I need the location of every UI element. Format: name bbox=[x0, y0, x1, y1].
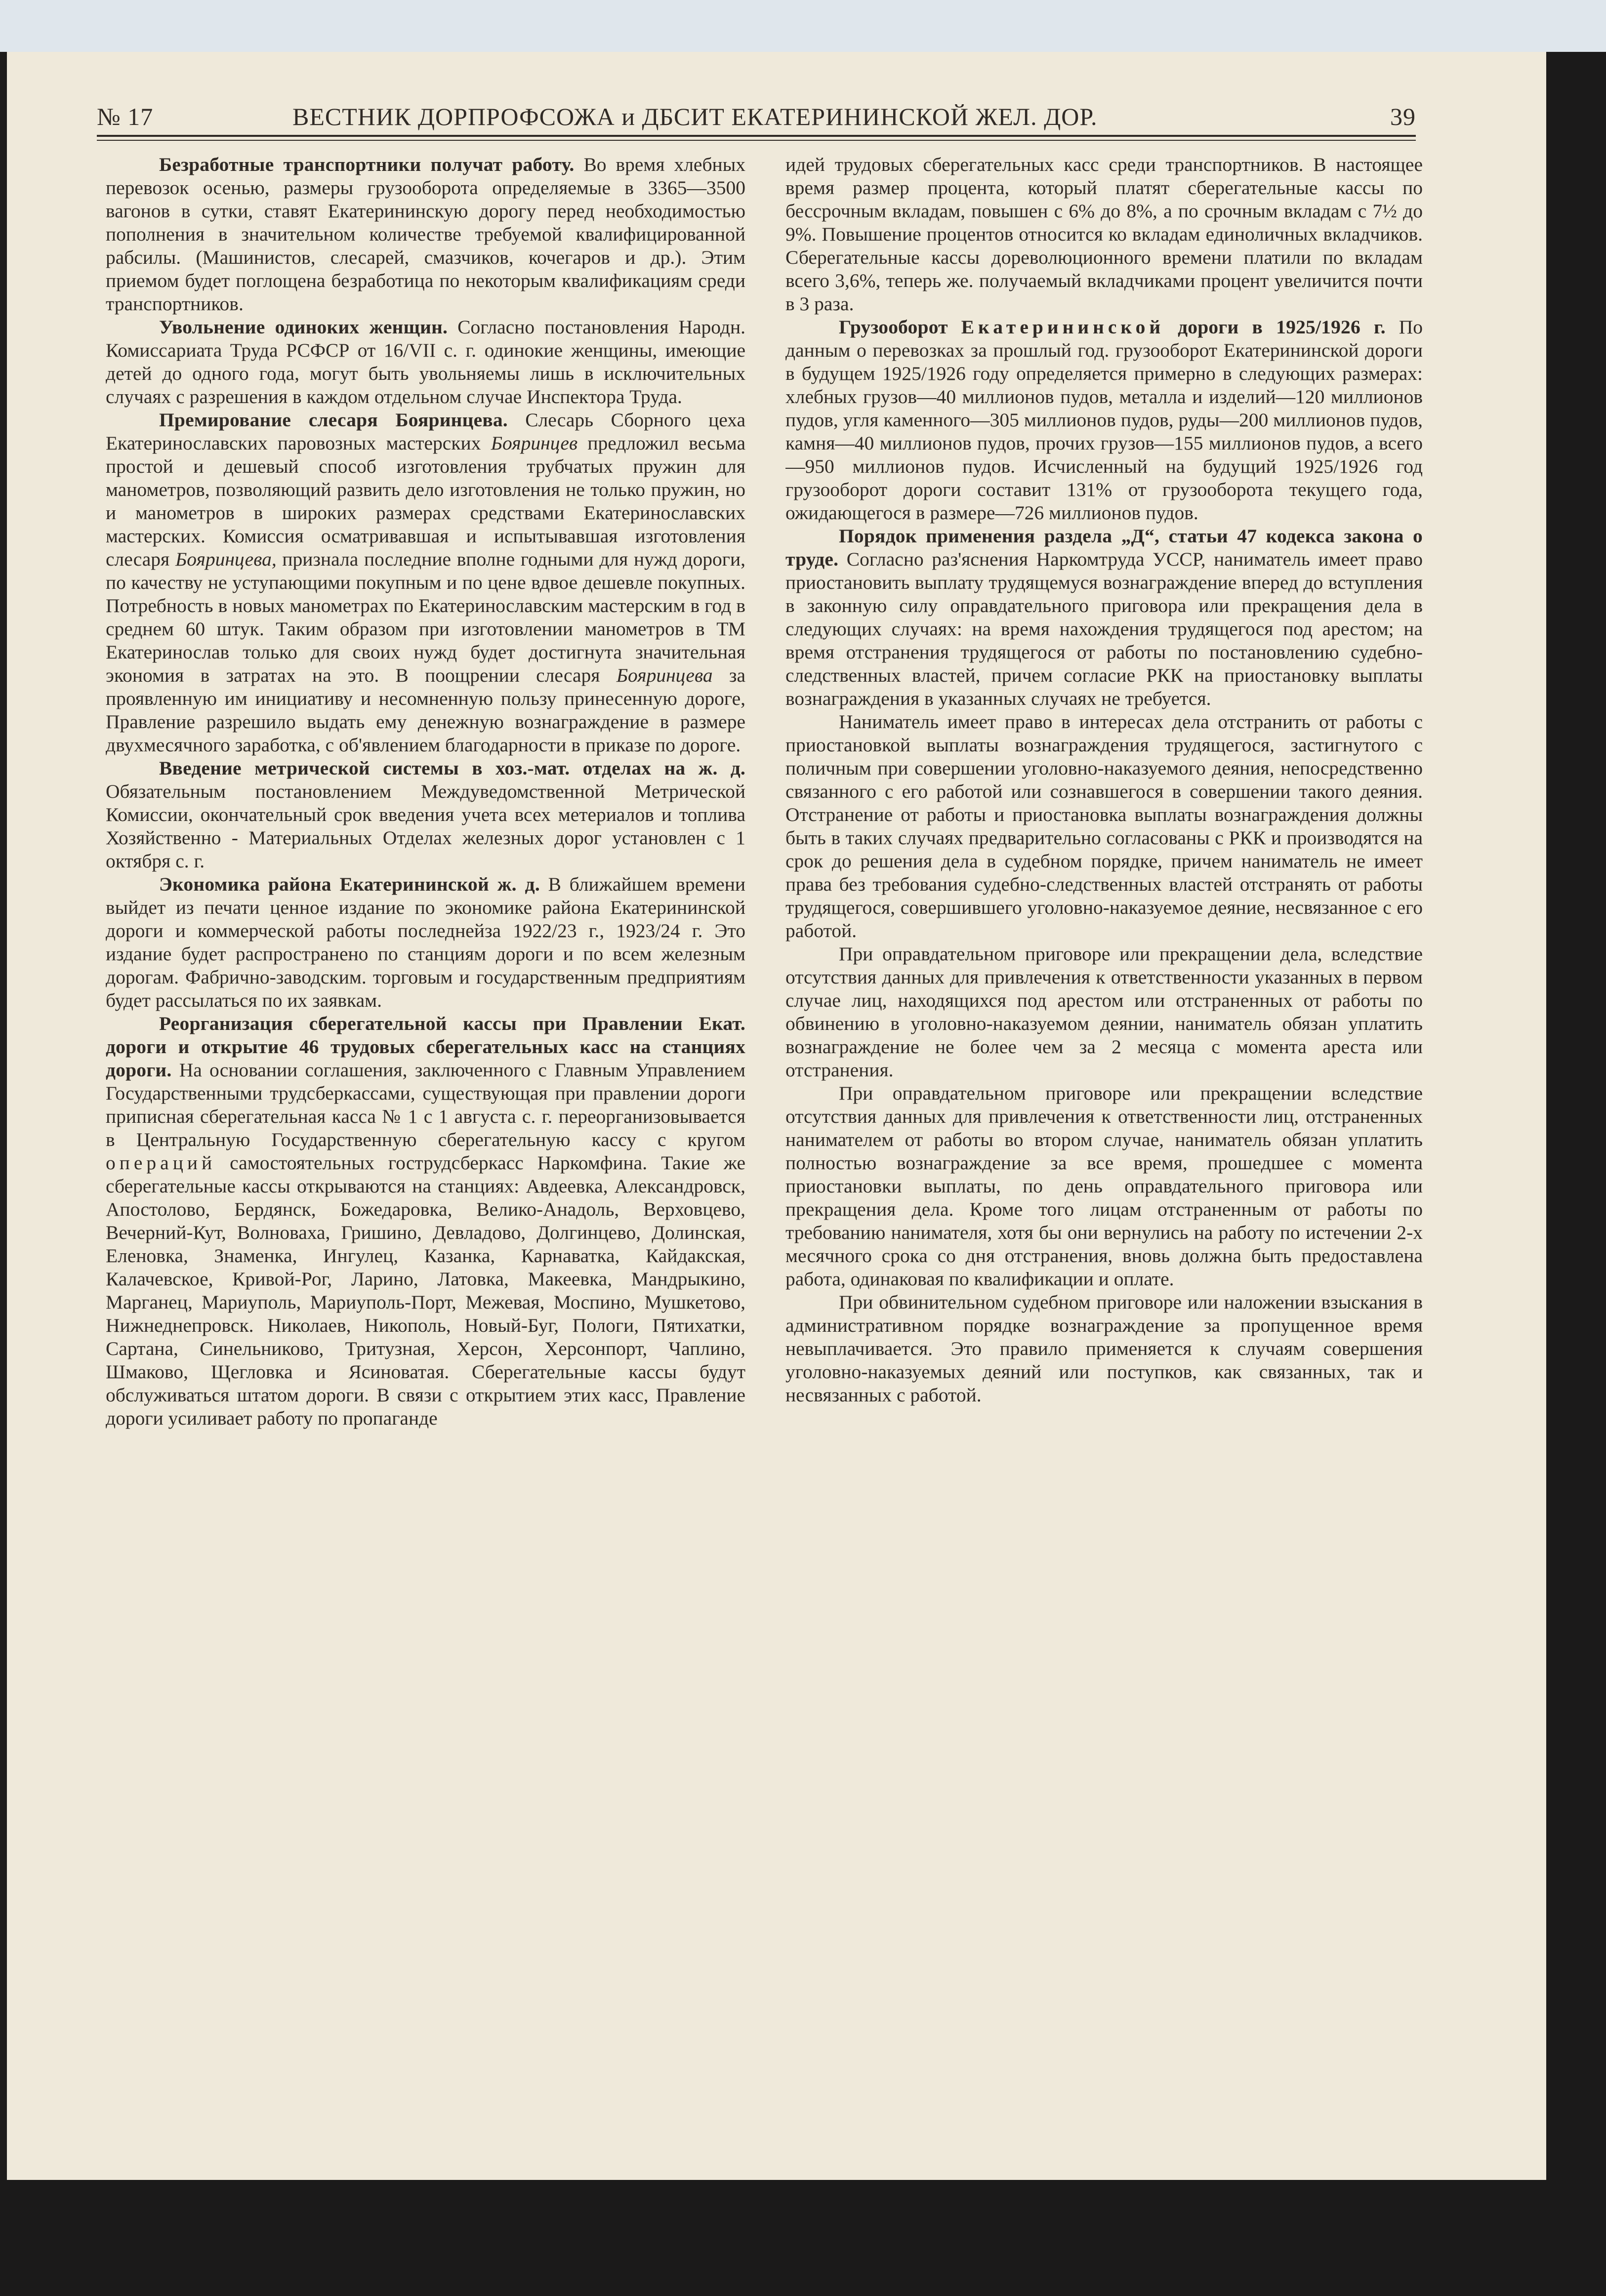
surname-italic: Бояринцев bbox=[491, 432, 578, 454]
scan-top-margin bbox=[0, 0, 1606, 52]
publication-title: ВЕСТНИК ДОРПРОФСОЖА и ДБСИТ ЕКАТЕРИНИНСКОЙ ЖЕЛ. ДОР. bbox=[292, 103, 1098, 130]
article-body: предложил весьма простой и дешевый способ изготовления трубчатых пружин для манометров, позволяющий развить дело изготовления не только пружин, но и манометров в широких размерах средствами Екатеринославских мастерских. Комиссия осматривавшая и испытывавшая изготовления слесаря bbox=[106, 432, 745, 570]
article-heading: дороги в 1925/1926 г. bbox=[1178, 316, 1386, 338]
paragraph-acquittal-second-case: При оправдательном приговоре или прекращении вследствие отсутствия данных для привлечения к ответственности лиц, отстраненных нанимателем от работы во втором случае, наниматель обязан уплатить полностью вознаграждение за все время, прошедшее с момента приостановки выплаты, по день оправдательного приговора или прекращения дела. Кроме того лицам отстраненным от работы по требованию нанимателя, хотя бы они вернулись на работу по истечении 2-х месячного срока со дня отстранения, вновь должна быть предоставлена работа, одинаковая по квалификации и оплате. bbox=[785, 1082, 1423, 1290]
spaced-word: операций bbox=[106, 1152, 216, 1174]
article-heading: Порядок применения раздела „Д“, статьи 47 кодекса закона о труде. bbox=[785, 525, 1423, 570]
article-heading: Экономика района Екатерининской ж. д. bbox=[159, 873, 540, 895]
surname-italic: Бояринцева, bbox=[175, 548, 277, 570]
article-freight-turnover bbox=[785, 316, 1423, 525]
newspaper-page bbox=[0, 52, 1546, 2180]
article-bonus-boyarintsev bbox=[106, 409, 745, 757]
surname-italic: Бояринцева bbox=[616, 664, 713, 686]
article-heading: Введение метрической системы в хоз.-мат. отделах на ж. д. bbox=[159, 757, 745, 779]
article-body: На основании соглашения, заключенного с Главным Управлением Государственными трудсберкассами, существующая при правлении дороги приписная сберегательная касса № 1 с 1 августа с. г. переорганизовывается в Центральную Государственную сберегательную кассу с кругом bbox=[106, 1059, 745, 1150]
article-savings-bank-continued bbox=[785, 153, 1423, 316]
article-heading: Премирование слесаря Бояринцева. bbox=[159, 409, 508, 431]
article-metric-system bbox=[106, 757, 745, 873]
left-column bbox=[106, 153, 745, 2080]
article-body: Слесарь Сборного цеха Екатеринославских паровозных мастерских bbox=[106, 409, 745, 454]
article-dismissal-single-women bbox=[106, 316, 745, 409]
article-economy-of-region bbox=[106, 873, 745, 1012]
article-savings-bank-reorganization bbox=[106, 1012, 745, 1430]
issue-number: № 17 bbox=[97, 103, 154, 130]
article-body: В ближайшем времени выйдет из печати ценное издание по экономике района Екатерининской дороги и коммерческой работы последнейза 1922/23 г., 1923/24 г. Это издание будет распространено по станциям дороги и по всем железным дорогам. Фабрично-заводским. торговым и государственным предприятиям будет рассылаться по их заявкам. bbox=[106, 873, 745, 1011]
running-header bbox=[97, 99, 1416, 134]
paragraph-acquittal-first-case: При оправдательном приговоре или прекращении дела, вследствие отсутствия данных для привлечения к ответственности указанных в первом случае лиц, находящихся под арестом или отстраненных от работы по обвинению в уголовно-наказуемом деянии, наниматель обязан уплатить вознаграждение не более чем за 2 месяца с момента ареста или отстранения. bbox=[785, 943, 1423, 1081]
article-body: Во время хлебных перевозок осенью, размеры грузооборота определяемые в 3365—3500 вагонов в сутки, ставят Екатерининскую дорогу перед необходимостью пополнения в значительном количестве требуемой квалифицированной рабсилы. (Машинистов, слесарей, смазчиков, кочегаров и др.). Этим приемом будет поглощена безработица по некоторым квалификациям среди транспортников. bbox=[106, 154, 745, 315]
right-column bbox=[785, 153, 1423, 2080]
article-heading: Реорганизация сберегательной кассы при Правлении Екат. дороги и открытие 46 трудовых сберегательных касс на станциях дороги. bbox=[106, 1013, 745, 1081]
article-body: Согласно раз'яснения Наркомтруда УССР, наниматель имеет право приостановить выплату трудящемуся вознаграждение вперед до вступления в законную силу оправдательного приговора или прекращения дела в следующих случаях: на время нахождения трудящегося под арестом; на время отстранения трудящегося от работы по постановлению судебно-следственных властей, причем согласие РКК на приостановку выплаты вознаграждения в указанных случаях не требуется. bbox=[785, 548, 1423, 709]
article-heading: Увольнение одиноких женщин. bbox=[159, 316, 448, 338]
scan-right-margin bbox=[1546, 52, 1606, 2180]
page-spine-edge bbox=[0, 52, 7, 2180]
article-heading-spaced: Екатерининской bbox=[961, 316, 1165, 338]
article-body: По данным о перевозках за прошлый год. грузооборот Екатерининской дороги в будущем 1925/1926 году определяется примерно в следующих размерах: хлебных грузов—40 миллионов пудов, металла и изделий—120 миллионов пудов, угля каменного—305 миллионов пудов, руды—200 миллионов пудов, камня—40 миллионов пудов, прочих грузов—155 миллионов пудов, а всего—950 миллионов пудов. Исчисленный на будущий 1925/1926 год грузооборот дороги составит 131% от грузооборота текущего года, ожидающегося в размере—726 миллионов пудов. bbox=[785, 316, 1423, 524]
article-unemployed-transport-workers bbox=[106, 153, 745, 316]
article-body: идей трудовых сберегательных касс среди транспортников. В настоящее время размер процента, который платят сберегательные кассы по бессрочным вкладам, повышен с 6% до 8%, а по срочным вкладам с 7½ до 9%. Повышение процентов относится ко вкладам единоличных вкладчиков. Сберегательные кассы дореволюционного времени платили по вкладам всего 3,6%, теперь же. получаемый вкладчиками процент увеличится почти в 3 раза. bbox=[785, 154, 1423, 315]
article-body: Обязательным постановлением Междуведомственной Метрической Комиссии, окончательный срок введения учета всех метериалов и топлива Хозяйственно - Материальных Отделах железных дорог установлен с 1 октября с. г. bbox=[106, 780, 745, 872]
paragraph-guilty-verdict: При обвинительном судебном приговоре или наложении взыскания в административном порядке вознаграждение за пропущенное время невыплачивается. Это правило применяется к случаям совершения уголовно-наказуемых деяний или поступков, как связанных, так и несвязанных с работой. bbox=[785, 1291, 1423, 1406]
header-rule-thin bbox=[97, 140, 1416, 141]
scan-bottom-margin bbox=[0, 2180, 1606, 2296]
article-body: признала последние вполне годными для нужд дороги, по качеству не уступающими покупным и по цене вдвое дешевле покупных. Потребность в новых манометрах по Екатеринославским мастерским в год в среднем 60 штук. Таким образом при изготовлении манометров в ТМ Екатеринослав только для своих нужд будет достигнута значительная экономия в затратах на это. В поощрении слесаря bbox=[106, 548, 745, 686]
article-body: Согласно постановления Народн. Комиссариата Труда РСФСР от 16/VII с. г. одинокие женщины, имеющие детей до одного года, могут быть увольняемы лишь в исключительных случаях с разрешения в каждом отдельном случае Инспектора Труда. bbox=[106, 316, 745, 408]
page-number: 39 bbox=[1390, 103, 1416, 130]
article-body: самостоятельных гострудсберкасс Наркомфина. Такие же сберегательные кассы открываются на станциях: Авдеевка, Александровск, Апостолово, Бердянск, Божедаровка, Велико-Анадоль, Верховцево, Вечерний-Кут, Волноваха, Гришино, Девладово, Долгинцево, Долинская, Еленовка, Знаменка, Ингулец, Казанка, Карнаватка, Кайдакская, Калачевское, Кривой-Рог, Ларино, Латовка, Макеевка, Мандрыкино, Марганец, Мариуполь, Мариуполь-Порт, Межевая, Моспино, Мушкетово, Нижнеднепровск. Николаев, Никополь, Новый-Буг, Пологи, Пятихатки, Сартана, Синельниково, Тритузная, Херсон, Херсонпорт, Чаплино, Шмаково, Щегловка и Ясиноватая. Сберегательные кассы будут обслуживаться штатом дороги. В связи с открытием этих касс, Правление дороги усиливает работу по пропаганде bbox=[106, 1152, 745, 1429]
header-rule-thick bbox=[97, 135, 1416, 137]
article-labor-code-section-d bbox=[785, 525, 1423, 710]
paragraph-employer-suspension: Наниматель имеет право в интересах дела отстранить от работы с приостановкой выплаты вознаграждения трудящегося, застигнутого с поличным при совершении уголовно-наказуемого деяния, непосредственно связанного с его работой или сознавшегося в совершении такого деяния. Отстранение от работы и приостановка выплаты вознаграждения должны быть в таких случаях предварительно согласованы с РКК и производятся на срок до решения дела в судебном порядке, причем наниматель не имеет права без требования судебно-следственных властей отстранять от работы трудящегося, совершившего уголовно-наказуемое деяние, несвязанное с его работой. bbox=[785, 711, 1423, 942]
article-heading: Грузооборот bbox=[839, 316, 948, 338]
article-body: за проявленную им инициативу и несомненную пользу принесенную дороге, Правление разрешило выдать ему денежную вознаграждение в размере двухмесячного заработка, с об'явлением благодарности в приказе по дороге. bbox=[106, 664, 745, 756]
article-heading: Безработные транспортники получат работу. bbox=[159, 154, 575, 175]
